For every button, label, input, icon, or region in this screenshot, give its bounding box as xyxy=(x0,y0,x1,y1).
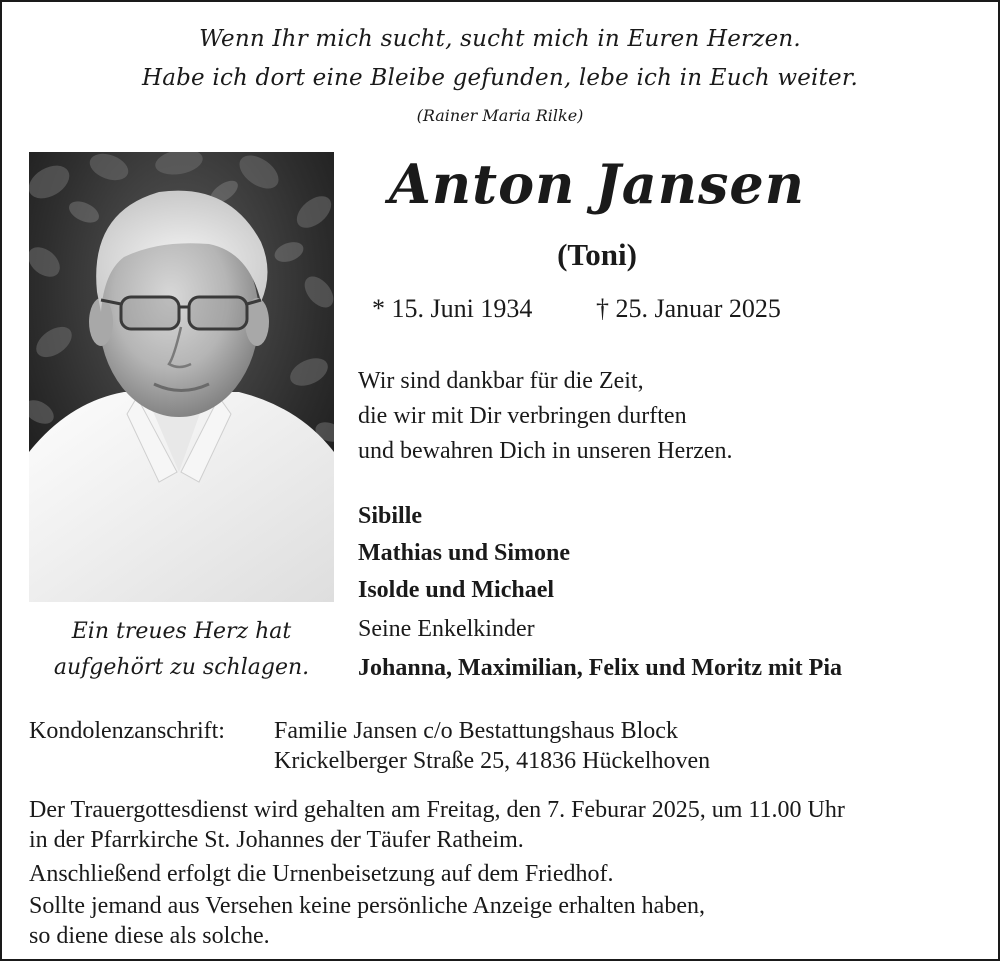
mourner-line-3: Isolde und Michael xyxy=(358,577,555,603)
gratitude-line-1: Wir sind dankbar für die Zeit, xyxy=(358,368,644,394)
photo-caption-line-2: aufgehört zu schlagen. xyxy=(53,655,310,680)
mourner-line-5: Johanna, Maximilian, Felix und Moritz mit Pia xyxy=(358,655,842,681)
portrait-photo xyxy=(29,152,334,602)
quote-line-1: Wenn Ihr mich sucht, sucht mich in Euren Herzen. xyxy=(199,26,801,52)
gratitude-line-3: und bewahren Dich in unseren Herzen. xyxy=(358,438,733,464)
mourner-line-1: Sibille xyxy=(358,503,423,529)
mourner-line-4: Seine Enkelkinder xyxy=(358,616,535,642)
quote-line-2: Habe ich dort eine Bleibe gefunden, lebe ich in Euch weiter. xyxy=(141,65,859,91)
service-line-2: in der Pfarrkirche St. Johannes der Täufer Ratheim. xyxy=(29,827,524,853)
deceased-name: Anton Jansen xyxy=(389,152,805,216)
service-line-4: Sollte jemand aus Versehen keine persönliche Anzeige erhalten haben, xyxy=(29,893,705,919)
quote-author: (Rainer Maria Rilke) xyxy=(416,106,584,125)
gratitude-line-2: die wir mit Dir verbringen durften xyxy=(358,403,687,429)
photo-caption-line-1: Ein treues Herz hat xyxy=(71,619,292,644)
mourner-line-2: Mathias und Simone xyxy=(358,540,571,566)
condolence-label: Kondolenzanschrift: xyxy=(29,718,225,744)
birth-date: * 15. Juni 1934 xyxy=(372,294,533,323)
service-line-3: Anschließend erfolgt die Urnenbeisetzung auf dem Friedhof. xyxy=(29,861,614,887)
death-date: † 25. Januar 2025 xyxy=(596,294,781,323)
deceased-nickname: (Toni) xyxy=(557,237,637,272)
condolence-address-line-1: Familie Jansen c/o Bestattungshaus Block xyxy=(274,718,678,744)
service-line-1: Der Trauergottesdienst wird gehalten am Freitag, den 7. Feburar 2025, um 11.00 Uhr xyxy=(29,797,845,823)
service-line-5: so diene diese als solche. xyxy=(29,923,270,949)
condolence-address-line-2: Krickelberger Straße 25, 41836 Hückelhoven xyxy=(274,748,711,774)
